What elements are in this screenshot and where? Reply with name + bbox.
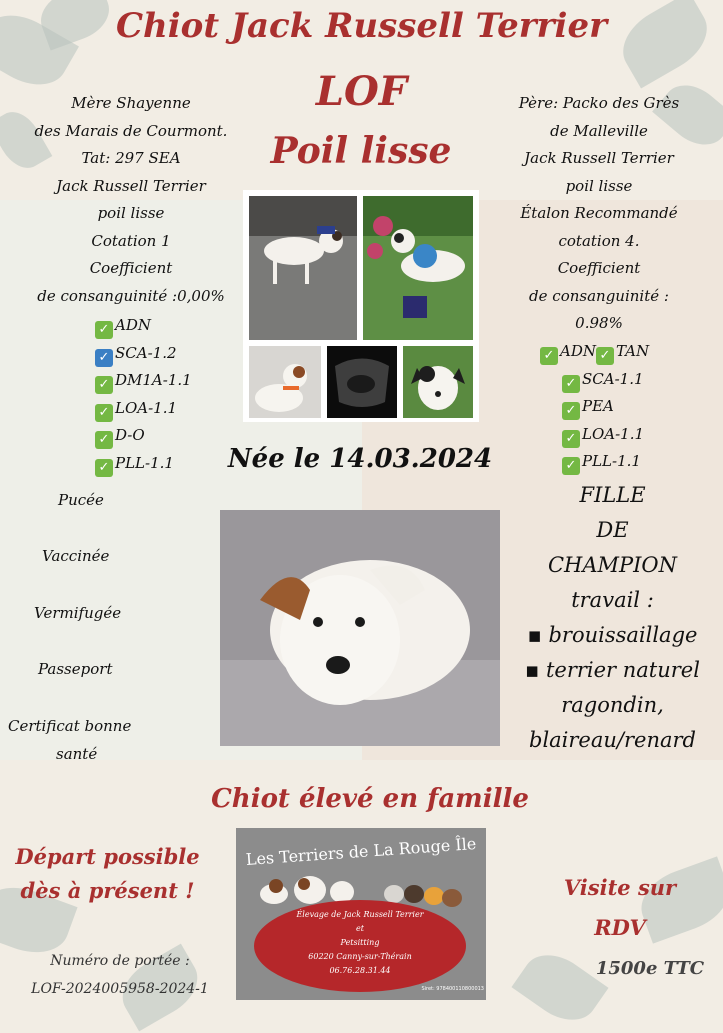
logo-line: 60220 Canny-sur-Thérain: [308, 952, 412, 961]
litter-label: Numéro de portée :: [50, 953, 190, 969]
mother-test-item: ✓ LOA-1.1: [95, 395, 255, 423]
puppy-photo-small: [246, 343, 324, 421]
champion-bullet: ▪ terrier naturel: [525, 658, 700, 682]
mother-line: poil lisse: [97, 204, 165, 222]
check-icon: ✓: [562, 402, 580, 420]
raised-in-family: Chiot élevé en famille: [211, 784, 529, 814]
champion-line: DE: [596, 518, 629, 542]
logo-name: Les Terriers de La Rouge Île: [245, 833, 477, 870]
logo-line: Petsitting: [340, 938, 380, 947]
mother-line: Jack Russell Terrier: [56, 176, 206, 195]
puppy-face-photo: [400, 343, 476, 421]
champion-line: CHAMPION: [547, 553, 678, 577]
visit-line: Visite sur: [563, 875, 677, 900]
mother-line: des Marais de Courmont.: [34, 121, 228, 140]
page-subtitle-coat: Poil lisse: [270, 130, 452, 172]
visit-line: RDV: [594, 915, 646, 940]
father-line: Jack Russell Terrier: [524, 149, 674, 167]
champion-info: [505, 478, 720, 758]
check-icon: ✓: [562, 375, 580, 393]
father-test-item: ✓ ADN ✓ TAN: [540, 338, 720, 366]
champion-line: blaireau/renard: [529, 728, 696, 752]
mother-line: Tat: 297 SEA: [81, 149, 181, 167]
father-line: cotation 4.: [558, 231, 640, 250]
check-icon: ✓: [95, 376, 113, 394]
mother-test-item: ✓ PLL-1.1: [95, 450, 255, 478]
departure-line: dès à présent !: [20, 878, 195, 903]
status-microchipped: Pucée: [58, 491, 104, 509]
father-line: Étalon Recommandé: [520, 204, 678, 222]
logo-siret: Siret: 978400110800013: [421, 986, 484, 992]
father-tests: [540, 338, 720, 476]
logo-line: et: [356, 924, 364, 933]
main-puppy-photo: [220, 510, 500, 746]
mother-test-item: ✓ DM1A-1.1: [95, 367, 255, 395]
mother-line: Coefficient: [89, 259, 173, 277]
check-icon: ✓: [95, 459, 113, 477]
status-health-certificate: Certificat bonne: [8, 717, 132, 735]
father-line: 0.98%: [575, 314, 623, 332]
father-test-item: ✓ SCA-1.1: [540, 366, 720, 394]
breeder-logo: [236, 828, 486, 1000]
father-test-item: ✓ PEA: [540, 393, 720, 421]
mother-line: de consanguinité :0,00%: [37, 286, 225, 305]
price: 1500e TTC: [595, 958, 705, 979]
departure-info: [0, 840, 215, 908]
champion-line: FILLE: [579, 483, 646, 507]
logo-details: [254, 908, 466, 978]
father-test-item: ✓ LOA-1.1: [540, 421, 720, 449]
father-photo: [360, 193, 476, 343]
logo-line: 06.76.28.31.44: [329, 966, 391, 975]
check-icon: ✓: [562, 430, 580, 448]
check-icon: ✓: [95, 349, 113, 367]
champion-line: ragondin,: [561, 693, 664, 717]
father-info: [475, 90, 723, 338]
mother-line: Cotation 1: [91, 231, 171, 250]
mother-test-item: ✓ SCA-1.2: [95, 340, 255, 368]
father-test-item: ✓ PLL-1.1: [540, 448, 720, 476]
status-dewormed: Vermifugée: [34, 604, 122, 622]
birth-date: Née le 14.03.2024: [227, 444, 493, 474]
champion-line: travail :: [571, 588, 654, 612]
litter-info: [0, 948, 240, 1003]
page-title: Chiot Jack Russell Terrier: [115, 6, 607, 46]
check-icon: ✓: [95, 404, 113, 422]
status-vaccinated: Vaccinée: [42, 547, 110, 565]
mother-photo: [246, 193, 360, 343]
visit-info: [530, 868, 710, 948]
father-line: Père: Packo des Grès: [518, 94, 680, 112]
mother-line: Mère Shayenne: [71, 94, 191, 112]
champion-bullet: ▪ brouissaillage: [527, 623, 698, 647]
mother-test-item: ✓ D-O: [95, 422, 255, 450]
check-icon: ✓: [596, 347, 614, 365]
mother-test-item: ✓ ADN: [95, 312, 255, 340]
status-health-certificate-2: santé: [56, 745, 98, 763]
ultrasound-photo: [324, 343, 400, 421]
logo-line: Élevage de Jack Russell Terrier: [296, 910, 424, 919]
father-line: Coefficient: [557, 259, 641, 277]
litter-number: LOF-2024005958-2024-1: [31, 980, 209, 997]
check-icon: ✓: [95, 431, 113, 449]
leaf-decoration: [511, 942, 608, 1033]
status-passport: Passeport: [38, 660, 113, 678]
check-icon: ✓: [95, 321, 113, 339]
mother-info: [0, 90, 262, 310]
check-icon: ✓: [540, 347, 558, 365]
page-subtitle-lof: LOF: [315, 68, 408, 115]
father-line: poil lisse: [565, 176, 633, 195]
father-line: de consanguinité :: [529, 286, 669, 305]
check-icon: ✓: [562, 457, 580, 475]
father-line: de Malleville: [550, 121, 648, 140]
departure-line: Départ possible: [15, 844, 200, 869]
